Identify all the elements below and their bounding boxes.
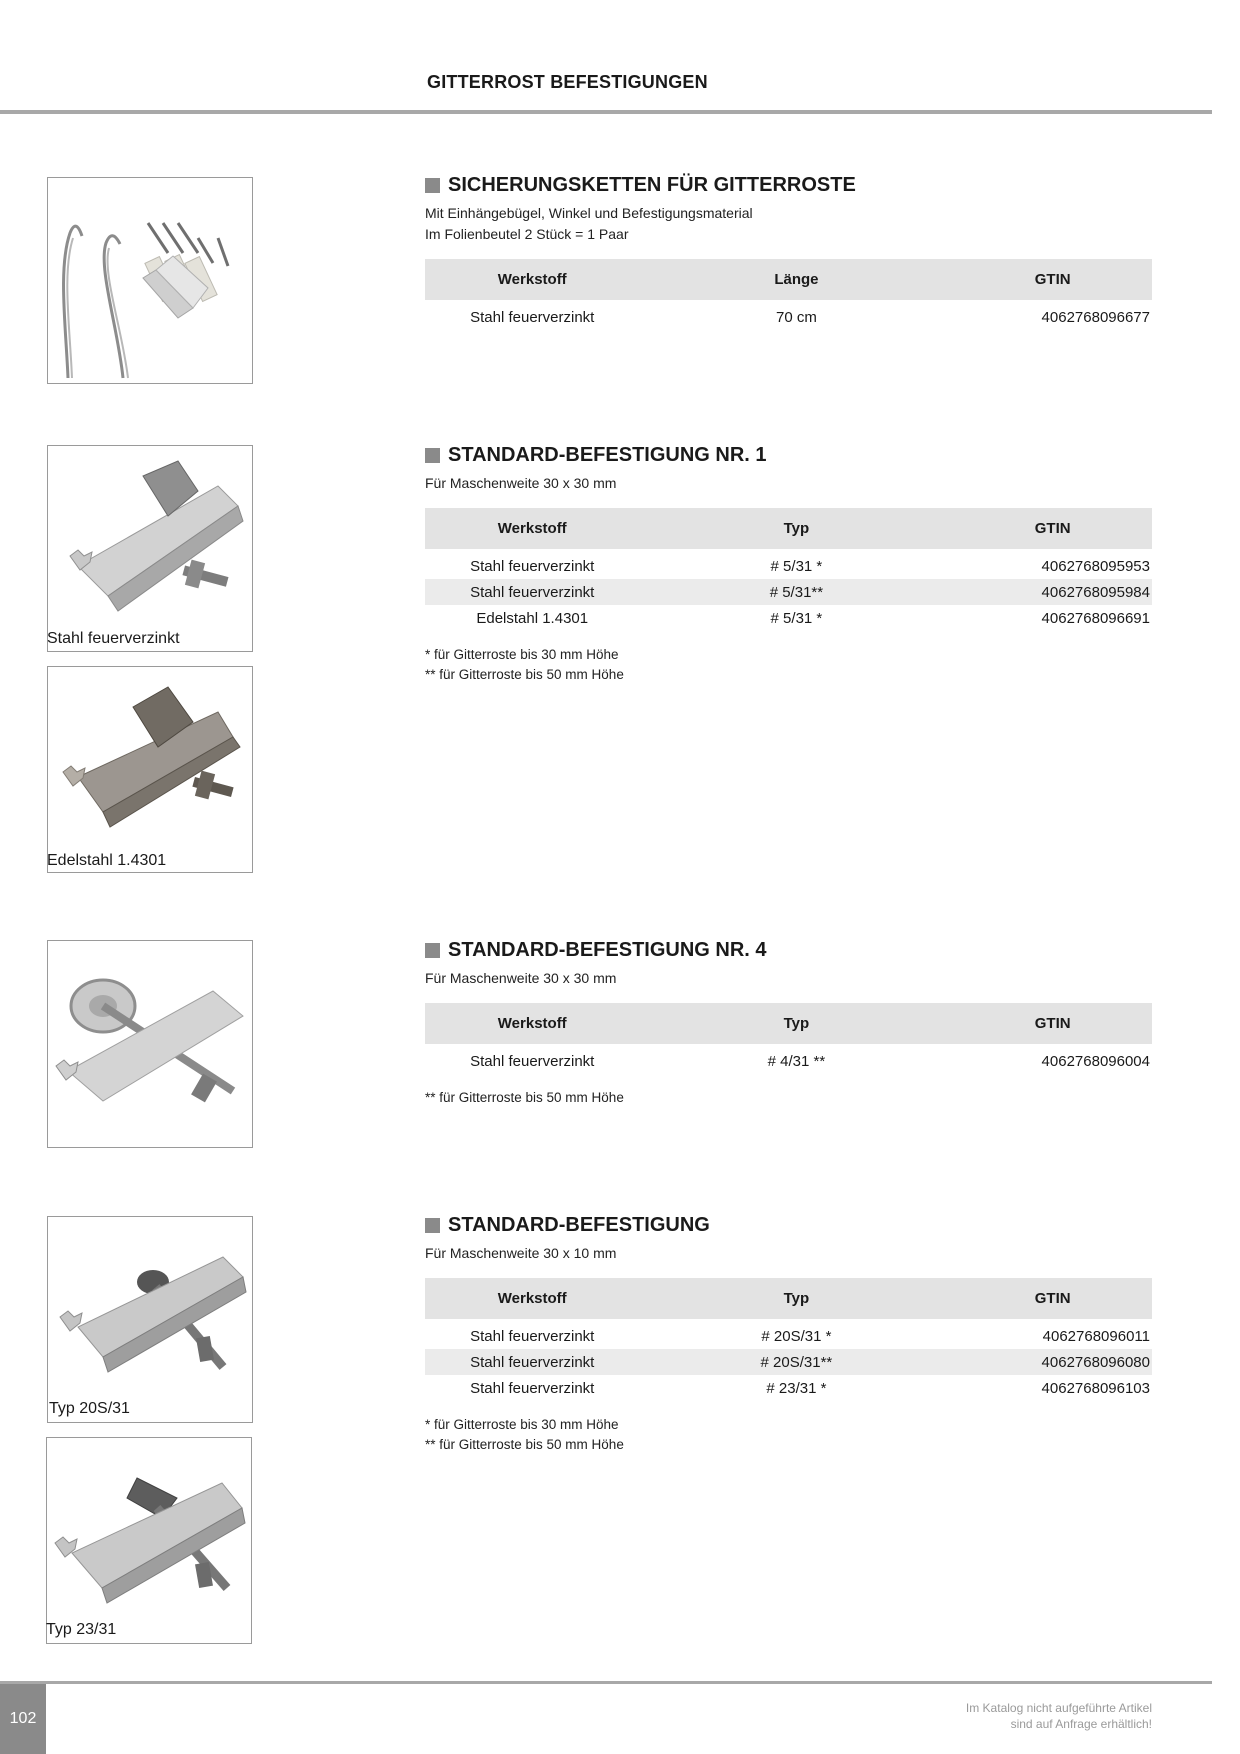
section-standard [425, 1213, 1152, 1455]
section-standard-nr1 [425, 443, 1152, 685]
spec-table: Werkstoff Typ GTIN Stahl feuerverzinkt # 4/31 ** 4062768096004 [425, 1003, 1152, 1074]
page-title: GITTERROST BEFESTIGUNGEN [427, 72, 708, 92]
product-photo-nr4 [47, 940, 253, 1148]
spec-table: Werkstoff Typ GTIN Stahl feuerverzinkt # 20S/31 * 4062768096011 Stahl feuerverzinkt # 20S/31** 4062768096080 Stahl feuerverzinkt # 23/31 * 4062768096103 [425, 1278, 1152, 1401]
photo-caption: Typ 20S/31 [49, 1400, 130, 1417]
product-photo-nr1-galvanized [47, 445, 253, 652]
photo-caption: Edelstahl 1.4301 [47, 852, 167, 869]
photo-caption: Typ 23/31 [46, 1621, 117, 1638]
section-description: Mit Einhängebügel, Winkel und Befestigungsmaterial Im Folienbeutel 2 Stück = 1 Paar [425, 205, 753, 242]
section-title: STANDARD-BEFESTIGUNG NR. 4 [425, 938, 1152, 962]
table-row: Stahl feuerverzinkt # 4/31 ** 4062768096004 [470, 1052, 1150, 1070]
spec-table: Werkstoff Länge GTIN Stahl feuerverzinkt 70 cm 4062768096677 [425, 259, 1152, 330]
footnotes: ** für Gitterroste bis 50 mm Höhe [425, 1090, 624, 1105]
table-row: Stahl feuerverzinkt 70 cm 4062768096677 [470, 308, 1150, 326]
table-row: Edelstahl 1.4301 # 5/31 * 4062768096691 [476, 609, 1150, 627]
bullet-square-icon [425, 178, 440, 193]
page-header [0, 0, 1212, 114]
section-title: SICHERUNGSKETTEN FÜR GITTERROSTE [425, 173, 1152, 197]
table-row: Stahl feuerverzinkt # 5/31 * 4062768095953 [470, 557, 1150, 575]
section-description: Für Maschenweite 30 x 30 mm [425, 970, 617, 986]
footnotes: * für Gitterroste bis 30 mm Höhe ** für Gitterroste bis 50 mm Höhe [425, 647, 624, 682]
section-title: STANDARD-BEFESTIGUNG NR. 1 [425, 443, 1152, 467]
photo-caption: Stahl feuerverzinkt [47, 630, 180, 647]
footnotes: * für Gitterroste bis 30 mm Höhe ** für Gitterroste bis 50 mm Höhe [425, 1417, 624, 1452]
product-photo-nr1-stainless [47, 666, 253, 873]
bullet-square-icon [425, 943, 440, 958]
section-description: Für Maschenweite 30 x 10 mm [425, 1245, 617, 1261]
page-number: 102 [0, 1684, 46, 1754]
section-description: Für Maschenweite 30 x 30 mm [425, 475, 617, 491]
table-row: Stahl feuerverzinkt # 20S/31 * 4062768096011 [470, 1327, 1150, 1345]
footer-note: Im Katalog nicht aufgeführte Artikel sind auf Anfrage erhältlich! [965, 1701, 1152, 1731]
product-photo-type-20s [47, 1216, 253, 1423]
section-title: STANDARD-BEFESTIGUNG [425, 1213, 1152, 1237]
section-safety-chains [425, 173, 1152, 330]
footer-divider [0, 1681, 1212, 1684]
spec-table: Werkstoff Typ GTIN Stahl feuerverzinkt # 5/31 * 4062768095953 Stahl feuerverzinkt # 5/31** 4062768095984 Edelstahl 1.4301 # 5/31 * 4062768096691 [425, 508, 1152, 631]
table-row: Stahl feuerverzinkt # 20S/31** 4062768096080 [425, 1349, 1152, 1375]
product-photo-safety-chains [47, 177, 253, 384]
table-row: Stahl feuerverzinkt # 23/31 * 4062768096103 [470, 1379, 1150, 1397]
bullet-square-icon [425, 448, 440, 463]
bullet-square-icon [425, 1218, 440, 1233]
table-row: Stahl feuerverzinkt # 5/31** 4062768095984 [425, 579, 1152, 605]
section-standard-nr4 [425, 938, 1152, 1108]
product-photo-type-23 [46, 1437, 252, 1644]
